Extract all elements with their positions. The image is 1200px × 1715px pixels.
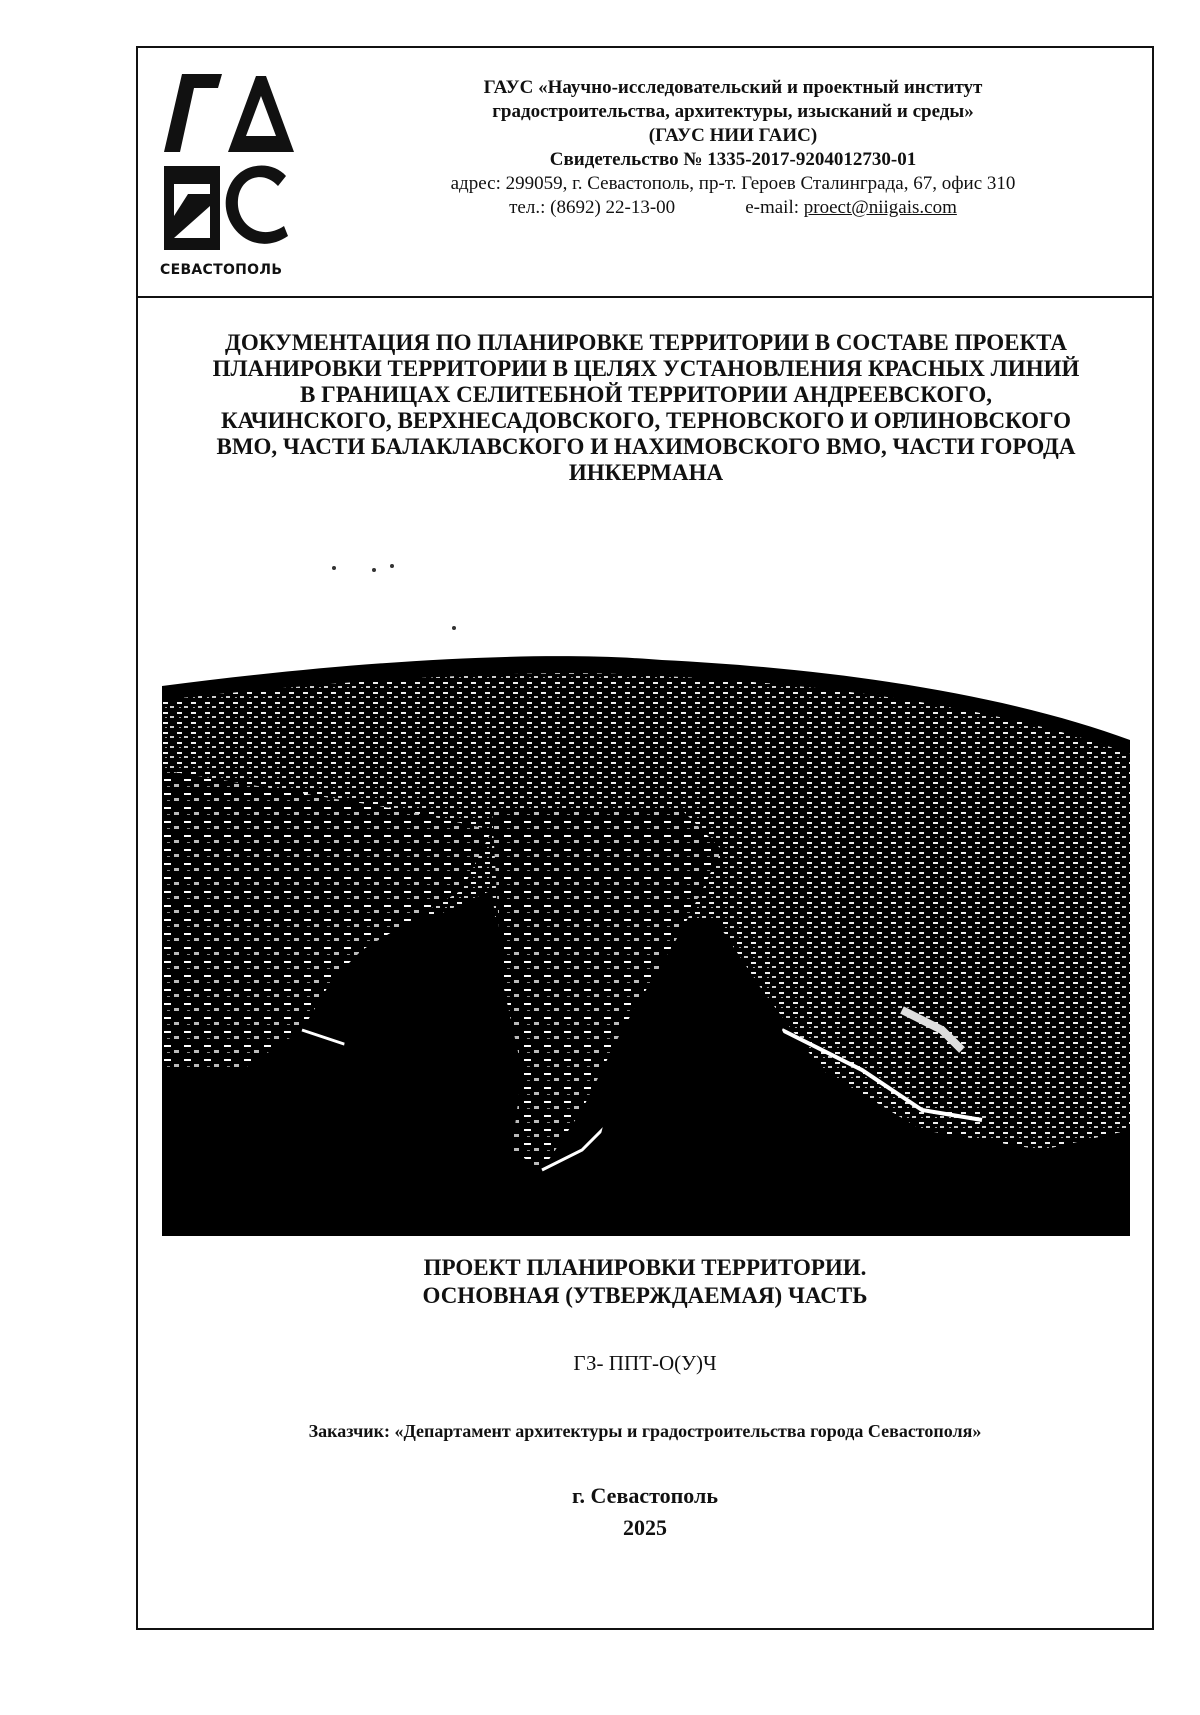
city: г. Севастополь [572,1483,718,1508]
phone: тел.: (8692) 22-13-00 [509,197,676,218]
customer: Заказчик: «Департамент архитектуры и градостроительства города Севастополя» [308,1421,982,1441]
title-line: ВМО, ЧАСТИ БАЛАКЛАВСКОГО И НАХИМОВСКОГО ВМО, ЧАСТИ ГОРОДА [216,434,1076,459]
title-line: КАЧИНСКОГО, ВЕРХНЕСАДОВСКОГО, ТЕРНОВСКОГО И ОРЛИНОВСКОГО [220,408,1072,433]
contacts [338,196,1128,220]
header-block [138,48,1152,298]
title-line: В ГРАНИЦАХ СЕЛИТЕБНОЙ ТЕРРИТОРИИ АНДРЕЕВСКОГО, [300,382,992,407]
subtitle-line2: ОСНОВНАЯ (УТВЕРЖДАЕМАЯ) ЧАСТЬ [422,1283,868,1308]
document-code: ГЗ- ППТ-О(У)Ч [573,1351,717,1375]
subtitle-line1: ПРОЕКТ ПЛАНИРОВКИ ТЕРРИТОРИИ. [423,1255,867,1280]
gais-logo-mark [160,66,298,256]
org-name-line2: градостроительства, архитектуры, изысканий и среды» [492,101,974,122]
email-link[interactable]: proect@niigais.com [803,197,957,218]
email-label: e-mail: [745,197,799,218]
title-line: ПЛАНИРОВКИ ТЕРРИТОРИИ В ЦЕЛЯХ УСТАНОВЛЕНИЯ КРАСНЫХ ЛИНИЙ [212,356,1080,381]
org-name-line1: ГАУС «Научно-исследовательский и проектный институт [483,77,983,98]
gais-logo [160,66,298,288]
title-line: ДОКУМЕНТАЦИЯ ПО ПЛАНИРОВКЕ ТЕРРИТОРИИ В СОСТАВЕ ПРОЕКТА [225,330,1067,355]
organization-info [338,76,1128,220]
document-title [158,330,1134,486]
document-frame [136,46,1154,1630]
aerial-city-photo [162,510,1130,1236]
certificate: Свидетельство № 1335-2017-9204012730-01 [549,149,917,170]
title-line: ИНКЕРМАНА [568,460,724,485]
address: адрес: 299059, г. Севастополь, пр-т. Героев Сталинграда, 67, офис 310 [450,173,1016,194]
org-short-name: (ГАУС НИИ ГАИС) [648,125,818,146]
logo-caption: СЕВАСТОПОЛЬ [160,262,283,278]
year: 2025 [623,1515,667,1540]
place-and-year [138,1480,1152,1544]
document-subtitle [138,1254,1152,1310]
